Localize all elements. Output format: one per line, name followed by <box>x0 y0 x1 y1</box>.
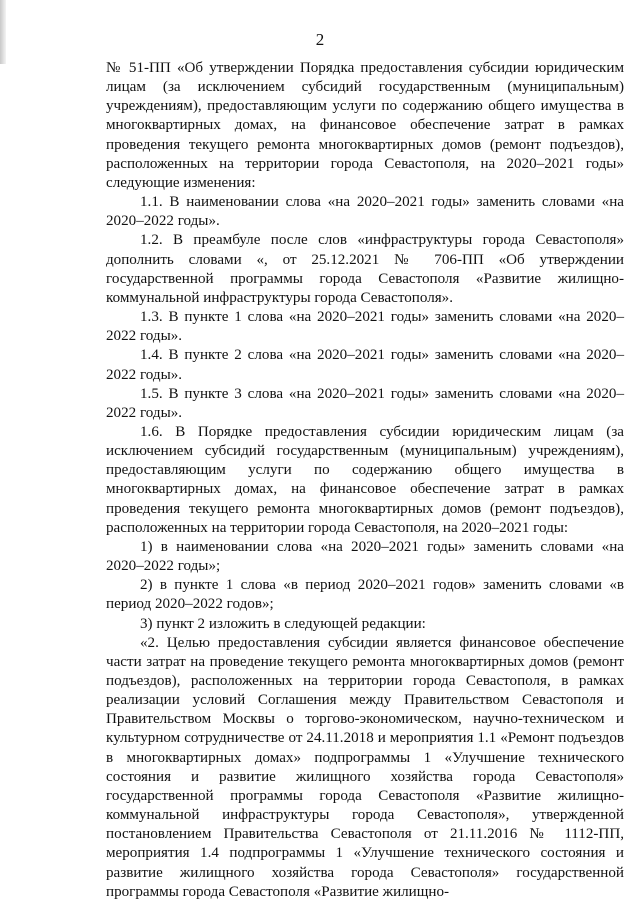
paragraph-1-5: 1.5. В пункте 3 слова «на 2020–2021 годы» заменить словами «на 2020–2022 годы». <box>106 385 624 421</box>
document-body <box>106 59 624 902</box>
paragraph-1-3: 1.3. В пункте 1 слова «на 2020–2021 годы» заменить словами «на 2020–2022 годы». <box>106 309 624 345</box>
subparagraph-3: 3) пункт 2 изложить в следующей редакции: <box>140 615 426 632</box>
page-number: 2 <box>315 30 325 49</box>
paragraph-1-2: 1.2. В преамбуле после слов «инфраструктуры города Севастополя» дополнить словами «, от 25.12.2021 № 706-ПП «Об утверждении государственной программы города Севастополя «Развитие жилищно-коммунальной инфраструктуры города Севастополя». <box>106 232 624 306</box>
clause-2-new-text: «2. Целью предоставления субсидии является финансовое обеспечение части затрат на проведение текущего ремонта многоквартирных домов (ремонт подъездов), расположенных на территории города Севастополя, в рамках реализации условий Соглашения между Правительством Севастополя и Правительством Москвы о торгово-экономическом, научно-техническом и культурном сотрудничестве от 24.11.2018 и мероприятия 1.1 «Ремонт подъездов в многоквартирных домах» подпрограммы 1 «Улучшение технического состояния и развитие жилищного хозяйства города Севастополя» государственной программы города Севастополя «Развитие жилищно-коммунальной инфраструктуры города Севастополя», утвержденной постановлением Правительства Севастополя от 21.11.2016 № 1112-ПП, мероприятия 1.4 подпрограммы 1 «Улучшение технического состояния и развитие жилищного хозяйства города Севастополя» государственной программы города Севастополя «Развитие жилищно- <box>106 634 624 900</box>
subparagraph-2: 2) в пункте 1 слова «в период 2020–2021 годов» заменить словами «в период 2020–2022 годов»; <box>106 577 624 613</box>
paragraph-1-6: 1.6. В Порядке предоставления субсидии юридическим лицам (за исключением субсидий государственным (муниципальным) учреждениям), предоставляющим услуги по содержанию общего имущества в многоквартирных домах, на финансовое обеспечение затрат в рамках проведения текущего ремонта многоквартирных домов (ремонт подъездов), расположенных на территории города Севастополя, на 2020–2021 годы: <box>106 423 624 536</box>
paragraph-intro-continuation: № 51-ПП «Об утверждении Порядка предоставления субсидии юридическим лицам (за исключением субсидий государственным (муниципальным) учреждениям), предоставляющим услуги по содержанию общего имущества в многоквартирных домах, на финансовое обеспечение затрат в рамках проведения текущего ремонта многоквартирных домов (ремонт подъездов), расположенных на территории города Севастополя, на 2020–2021 годы» следующие изменения: <box>106 60 624 191</box>
paragraph-1-1: 1.1. В наименовании слова «на 2020–2021 годы» заменить словами «на 2020–2022 годы». <box>106 194 624 230</box>
subparagraph-1: 1) в наименовании слова «на 2020–2021 годы» заменить словами «на 2020–2022 годы»; <box>106 538 624 575</box>
paragraph-1-4: 1.4. В пункте 2 слова «на 2020–2021 годы» заменить словами «на 2020–2022 годы». <box>106 347 624 383</box>
